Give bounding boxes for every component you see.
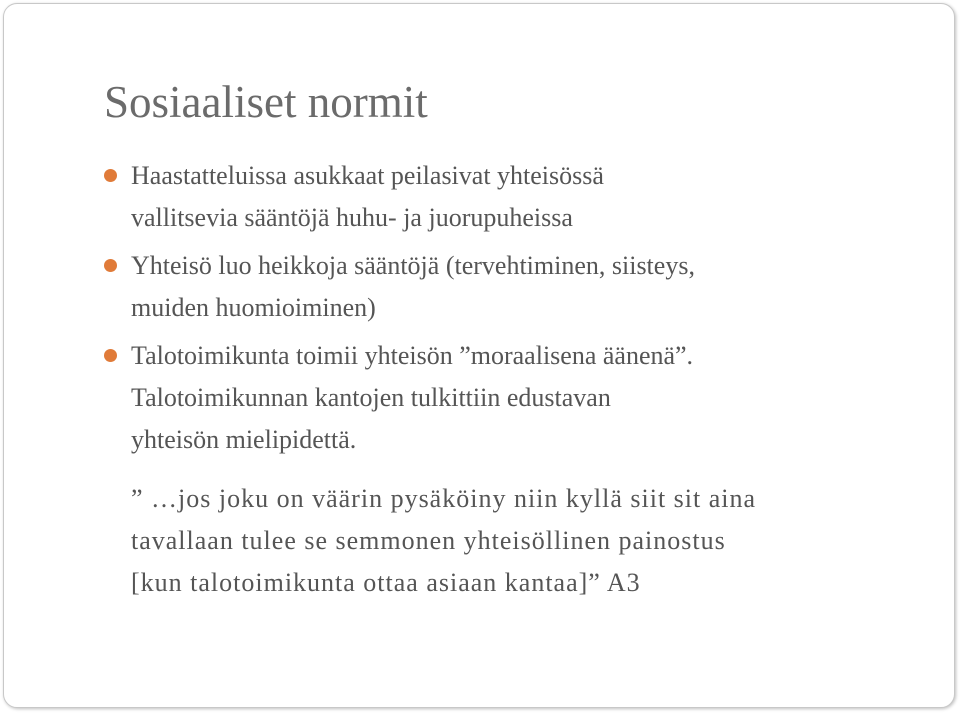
bullet-text-line: yhteisön mielipidettä. [131, 425, 357, 454]
bullet-item [104, 155, 914, 239]
bullet-text-line: vallitsevia sääntöjä huhu- ja juorupuheissa [131, 203, 573, 232]
quote-text-line: tavallaan tulee se semmonen yhteisöllinen painostus [131, 526, 726, 555]
bullet-item [104, 245, 914, 329]
bullet-dot-icon [104, 169, 117, 182]
bullet-list [104, 155, 914, 461]
quote-text-line: [kun talotoimikunta ottaa asiaan kantaa]” A3 [131, 568, 641, 597]
bullet-text-line: Haastatteluissa asukkaat peilasivat yhteisössä [131, 161, 604, 190]
bullet-text-line: Talotoimikunta toimii yhteisön ”moraalisena äänenä”. [131, 341, 694, 370]
bullet-item [104, 335, 914, 461]
bullet-text-line: muiden huomioiminen) [131, 293, 376, 322]
bullet-dot-icon [104, 259, 117, 272]
slide-title: Sosiaaliset normit [104, 77, 428, 127]
quote-text-line: ” …jos joku on väärin pysäköiny niin kyllä siit sit aina [131, 484, 757, 513]
bullet-text-line: Yhteisö luo heikkoja sääntöjä (tervehtiminen, siisteys, [131, 251, 695, 280]
bullet-text-line: Talotoimikunnan kantojen tulkittiin edustavan [131, 383, 611, 412]
bullet-dot-icon [104, 349, 117, 362]
interview-quote [131, 478, 921, 604]
